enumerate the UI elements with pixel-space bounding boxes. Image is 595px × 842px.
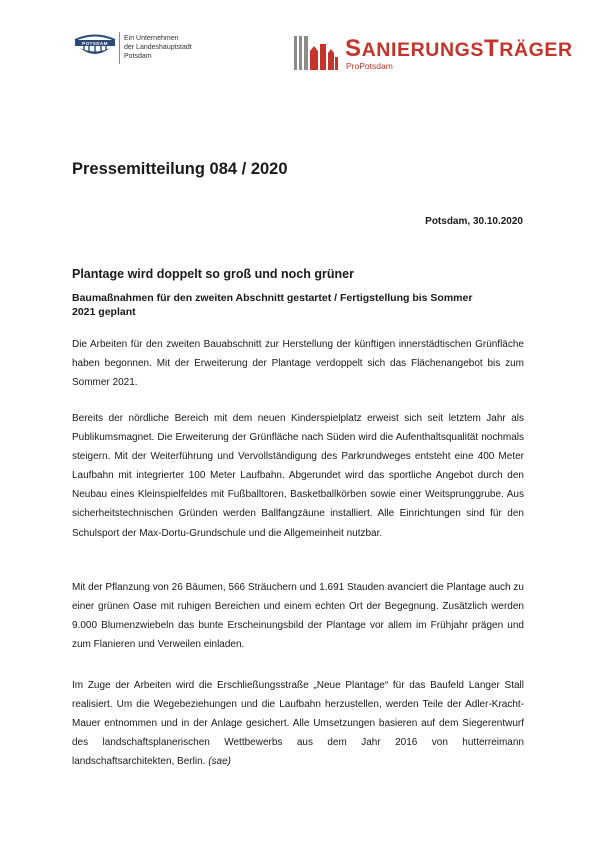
body-paragraph-1: Die Arbeiten für den zweiten Bauabschnitt zur Herstellung der künftigen innerstädtischen Grünfläche haben begonnen. Mit der Erweiterung der Plantage verdoppelt sich das Flächenangebot bis zum Sommer 2021.: [72, 339, 524, 389]
body-paragraph-4-text: Im Zuge der Arbeiten wird die Erschließungsstraße „Neue Plantage“ für das Baufeld Langer Stall realisiert. Um die Wegebeziehungen und die Laufbahn herzustellen, werden Teile der Adler-Kracht-Mauer entnommen und in der Anlage gesichert. Alle Umsetzungen basieren auf dem Siegerentwurf des landschaftsplanerischen Wettbewerbs aus dem Jahr 2016 von hutterreimann landschaftsarchitekten, Berlin.: [72, 680, 524, 768]
potsdam-logo-line-2: der Landeshauptstadt: [124, 44, 192, 51]
potsdam-logo-line-3: Potsdam: [124, 53, 152, 60]
place-date: Potsdam, 30.10.2020: [425, 216, 523, 227]
body-paragraph-2: Bereits der nördliche Bereich mit dem neuen Kinderspielplatz erweist sich seit letztem Jahr als Publikumsmagnet. Die Erweiterung der Grünfläche nach Süden wird die Aufenthaltsqualität nochmals steigern. Mit der Weiterführung und Vervollständigung des Parkrundweges entsteht eine 400 Meter Laufbahn mit integrierter 100 Meter Laufbahn. Abgerundet wird das sportliche Angebot durch den Neubau eines Kleinspielfeldes mit Fußballtoren, Basketballkörben sowie einer Weitsprunggrube. Aus sicherheitstechnischen Gründen werden Ballfangzäune installiert. Alle Einrichtungen sind für den Schulsport der Max-Dortu-Grundschule und die Allgemeinheit nutzbar.: [72, 413, 524, 539]
potsdam-logo-text: [124, 34, 192, 61]
body-paragraph-3: Mit der Pflanzung von 26 Bäumen, 566 Sträuchern und 1.691 Stauden avanciert die Plantage auch zu einer grünen Oase mit ruhigen Bereichen und einem echten Ort der Begegnung. Zusätzlich werden 9.000 Blumenzwiebeln das bunte Erscheinungsbild der Plantage vor allem im Frühjahr prägen und zum Flanieren und Verweilen einladen.: [72, 582, 524, 651]
sanierungstraeger-wordmark: [345, 35, 573, 63]
headline: Plantage wird doppelt so groß und noch grüner: [72, 267, 354, 281]
press-release-title: Pressemitteilung 084 / 2020: [72, 160, 288, 178]
author-tag: (sae): [208, 756, 231, 768]
sanierungstraeger-subtitle: ProPotsdam: [346, 61, 393, 71]
potsdam-logo: [72, 31, 222, 71]
potsdam-seal-icon: [72, 31, 118, 57]
wordmark-part-1: ANIERUNGS: [361, 39, 485, 61]
sanierungstraeger-bars-icon: [294, 31, 338, 73]
wordmark-initial-s: S: [345, 35, 362, 62]
potsdam-seal-text: POTSDAM: [82, 40, 108, 46]
potsdam-logo-divider: [119, 32, 120, 64]
body-paragraph-4: [72, 676, 524, 771]
wordmark-part-2: RÄGER: [499, 39, 573, 61]
subheadline: Baumaßnahmen für den zweiten Abschnitt gestartet / Fertigstellung bis Sommer 2021 geplant: [72, 292, 473, 318]
potsdam-logo-line-1: Ein Unternehmen: [124, 35, 179, 42]
wordmark-initial-t: T: [484, 35, 500, 62]
sanierungstraeger-logo: [294, 31, 573, 75]
